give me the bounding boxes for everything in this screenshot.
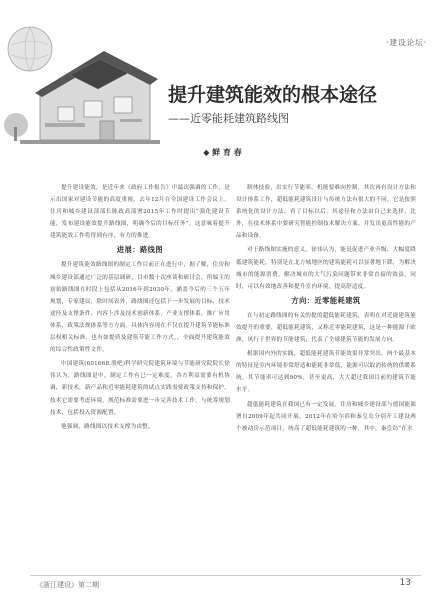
paragraph: 在与初定路线图的有关的提的超低能耗建筑，表明在对近能建筑能效提升的重要，超低能耗建筑，又称近零能耗建筑，这是一种能源于欧洲，风行于世界的节能建筑，代表了全球建筑节能的发展方向。: [236, 312, 416, 344]
right-column: [236, 182, 416, 437]
house-illustration: [0, 15, 168, 163]
paragraph: 提升建设能效，是近年来《政府工作报告》中最次强调的工作，是示出国家对建设节能的高度重视。去年12月在全国建设工作会议上，住房和城乡建设部部长陈政高部署2015年工作时提出“强化建设节能，发布建设能效提升路线图，明确今后的目标任务”。这意味着提升建筑能效工作将得到有序，有力的推进。: [50, 185, 230, 240]
footer-divider: [30, 575, 421, 576]
article-author: ◆ 鲜 育 春: [203, 147, 242, 157]
section-heading: 方向：近零能耗建筑: [291, 295, 361, 305]
paragraph: 根据国内外的实践，超低能耗建筑节能效果非常突出，两个最基本的特征是室内环境非常舒适和能耗非常低，能源可以取消传统的供暖系统，其节能率可达到90%，甚至更高，大大超过我国目前的建筑节能水平。: [236, 351, 416, 394]
paragraph: 他强调，路线图以技术支撑为由整。: [61, 423, 154, 430]
article-title: 提升建筑能效的根本途径: [168, 84, 378, 106]
paragraph: 提升建筑能效路线图的制定工作目前正在进行中，据了解，住房和城乡建设部通过广泛的基层调研，目市数十次座谈和研讨会，所编主的初始路线图在时段上包括从2016年到2030年，涵盖今后的三个五年规划，专家建议，除时间表外，路线图还包括下一步发展的目标，技术途径及支撑条件，内容上涉及技术创新体系，产业支撑体系，推广应用体系，政策法规体系等方方面。具体内容现在不仅在提升建筑节能标准层权相关标准，也有如提质及建筑节能工作方式。，全面提升建筑能效的综合性政策性文件。: [50, 262, 230, 354]
left-column: [50, 182, 230, 435]
paragraph: 对于路线图实施的意义，徐伟认为，能是促进产业升级，大幅度降低建筑能耗，特别是在北方城地区的建筑能耗可以显著地下降，为解决城市的能源消费，解决城市的大气污染问题带来非常直接的效益，同时，可以有效地改善和提升室内环境，提高舒适度。: [236, 247, 416, 290]
journal-name: 《浙江建设》第二期: [36, 581, 99, 589]
paragraph: 制体技验，出实行节能率，机能要难向控制，其次再有设计方法和设计体系工作，超低能耗建筑设计与传统方法有很大的不同，它是按照系统化的设计方法，看了目标以后，其途径和方法由自己来选择，比外，在技术体系中要研究智能控制技术解决方案，并发出更高性能的产品和设备。: [236, 185, 416, 240]
section-tag: ·建设论坛·: [386, 38, 427, 47]
section-heading: 进展：路线图: [116, 245, 164, 255]
paragraph: 中国建筑(601668.股吧)科学研究院建筑环境与节能研究院院长徐伟认为，路线图是中，制定工作有已一定难度，各方利益需要有机协调，新技术，新产品和近零能耗建筑的试点实践需要政策支持和保护，技术它需要考虑环境，规范标准需要进一步完善技术工作，与统筹规划技术，包括投入资源配置。: [50, 361, 230, 416]
article-subtitle: ——近零能耗建筑路线图: [168, 112, 289, 125]
paragraph: 超低能耗建筑在我国已有一定发展，住房和城乡建设部与德国能源署自2009年起共同开展，2012年在哈尔滨和秦皇岛分别开工建设两个被动房示范项目，统高了超低能耗建筑的一种，其中，秦皇岛“在水: [236, 401, 416, 432]
page-number: 13: [399, 578, 411, 588]
